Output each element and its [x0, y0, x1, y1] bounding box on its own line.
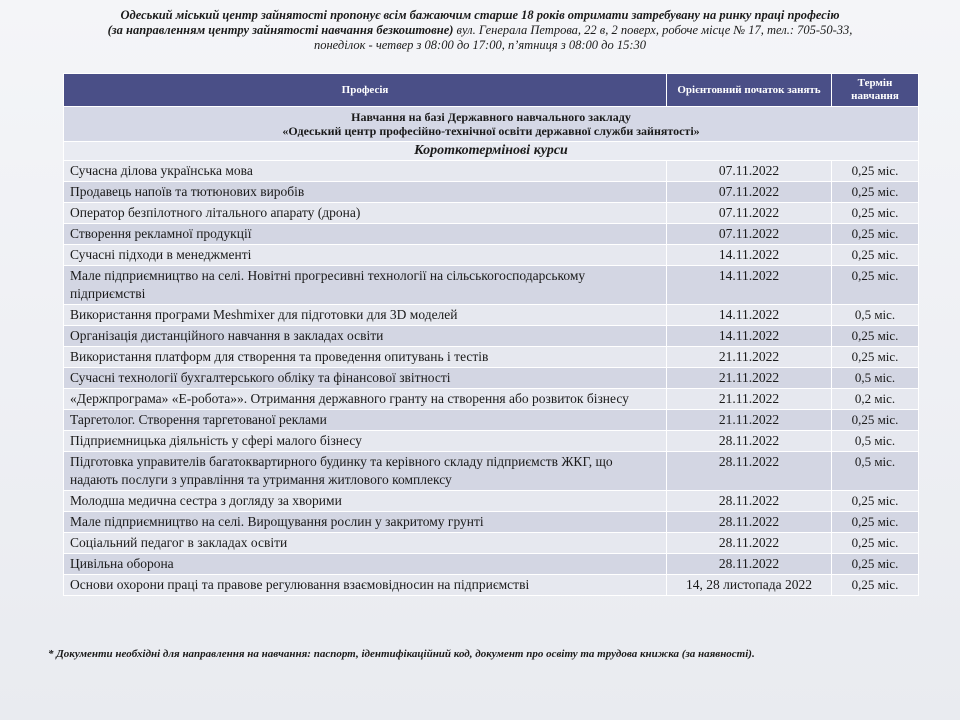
course-duration: 0,25 міс. [832, 512, 919, 533]
course-name: Мале підприємництво на селі. Новітні прогресивні технології на сільськогосподарському підприємстві [64, 266, 667, 305]
header-free-note: (за направленням центру зайнятості навчання безкоштовне) [107, 23, 454, 37]
course-duration: 0,5 міс. [832, 368, 919, 389]
course-start-date: 14.11.2022 [667, 245, 832, 266]
course-name: Організація дистанційного навчання в закладах освіти [64, 326, 667, 347]
table-row [64, 266, 919, 305]
subsection-row [64, 142, 919, 161]
table-row [64, 431, 919, 452]
course-start-date: 07.11.2022 [667, 182, 832, 203]
course-start-date: 14.11.2022 [667, 305, 832, 326]
course-start-date: 07.11.2022 [667, 224, 832, 245]
course-name: Створення рекламної продукції [64, 224, 667, 245]
course-duration: 0,25 міс. [832, 347, 919, 368]
course-name: Використання платформ для створення та проведення опитувань і тестів [64, 347, 667, 368]
course-name: Сучасні технології бухгалтерського обліку та фінансової звітності [64, 368, 667, 389]
course-start-date: 14.11.2022 [667, 266, 832, 305]
table-row [64, 368, 919, 389]
course-name: Молодша медична сестра з догляду за хворими [64, 491, 667, 512]
course-name: Основи охорони праці та правове регулювання взаємовідносин на підприємстві [64, 575, 667, 596]
course-name: Таргетолог. Створення таргетованої реклами [64, 410, 667, 431]
course-duration: 0,2 міс. [832, 389, 919, 410]
course-name: Цивільна оборона [64, 554, 667, 575]
course-rows [64, 161, 919, 596]
table-row [64, 410, 919, 431]
course-duration: 0,25 міс. [832, 533, 919, 554]
course-name: Сучасна ділова українська мова [64, 161, 667, 182]
course-start-date: 28.11.2022 [667, 512, 832, 533]
course-duration: 0,25 міс. [832, 203, 919, 224]
course-name: Оператор безпілотного літального апарату (дрона) [64, 203, 667, 224]
course-start-date: 28.11.2022 [667, 533, 832, 554]
course-name: «Держпрограма» «Е-робота»». Отримання державного гранту на створення або розвиток бізнесу [64, 389, 667, 410]
course-duration: 0,25 міс. [832, 575, 919, 596]
table-row [64, 182, 919, 203]
table-row [64, 512, 919, 533]
table-row [64, 224, 919, 245]
course-start-date: 07.11.2022 [667, 203, 832, 224]
table-row [64, 389, 919, 410]
table-row [64, 161, 919, 182]
footer-note: * Документи необхідні для направлення на навчання: паспорт, ідентифікаційний код, документ про освіту та трудова книжка (за наявності). [48, 648, 755, 660]
course-start-date: 14, 28 листопада 2022 [667, 575, 832, 596]
course-duration: 0,25 міс. [832, 326, 919, 347]
section-line-1: Навчання на базі Державного навчального закладу [351, 110, 631, 124]
course-start-date: 28.11.2022 [667, 431, 832, 452]
section-row [64, 107, 919, 142]
table-row [64, 203, 919, 224]
section-title [64, 107, 919, 142]
course-name: Продавець напоїв та тютюнових виробів [64, 182, 667, 203]
course-start-date: 28.11.2022 [667, 491, 832, 512]
course-name: Мале підприємництво на селі. Вирощування рослин у закритому грунті [64, 512, 667, 533]
course-name: Соціальний педагог в закладах освіти [64, 533, 667, 554]
table-row [64, 533, 919, 554]
header-address: вул. Генерала Петрова, 22 в, 2 поверх, робоче місце № 17, тел.: 705-50-33, [453, 23, 853, 37]
header-duration: Термін навчання [832, 74, 919, 107]
subsection-title: Короткотермінові курси [64, 142, 919, 161]
header-profession: Професія [64, 74, 667, 107]
course-start-date: 21.11.2022 [667, 389, 832, 410]
header-hours: понеділок - четвер з 08:00 до 17:00, п’ятниця з 08:00 до 15:30 [313, 38, 646, 52]
course-duration: 0,25 міс. [832, 410, 919, 431]
header-start-date: Орієнтовний початок занять [667, 74, 832, 107]
course-name: Підготовка управителів багатоквартирного будинку та керівного складу підприємств ЖКГ, що надають послуги з управління та утримання житлового комплексу [64, 452, 667, 491]
course-duration: 0,25 міс. [832, 554, 919, 575]
course-duration: 0,25 міс. [832, 266, 919, 305]
course-duration: 0,5 міс. [832, 431, 919, 452]
table-row [64, 326, 919, 347]
page-header [30, 8, 930, 53]
table-row [64, 452, 919, 491]
table-row [64, 491, 919, 512]
header-line-1: Одеський міський центр зайнятості пропонує всім бажаючим старше 18 років отримати затребувану на ринку праці професію [120, 8, 840, 22]
course-start-date: 21.11.2022 [667, 410, 832, 431]
table-row [64, 305, 919, 326]
header-line-2 [30, 23, 930, 38]
course-start-date: 21.11.2022 [667, 368, 832, 389]
course-name: Підприємницька діяльність у сфері малого бізнесу [64, 431, 667, 452]
table-row [64, 554, 919, 575]
course-duration: 0,25 міс. [832, 224, 919, 245]
courses-table [63, 73, 919, 596]
course-duration: 0,25 міс. [832, 182, 919, 203]
course-duration: 0,25 міс. [832, 491, 919, 512]
course-start-date: 14.11.2022 [667, 326, 832, 347]
course-name: Сучасні підходи в менеджменті [64, 245, 667, 266]
table-row [64, 347, 919, 368]
section-line-2: «Одеський центр професійно-технічної освіти державної служби зайнятості» [282, 124, 700, 138]
table-header-row [64, 74, 919, 107]
table-row [64, 245, 919, 266]
table-row [64, 575, 919, 596]
course-duration: 0,5 міс. [832, 452, 919, 491]
course-start-date: 28.11.2022 [667, 452, 832, 491]
course-start-date: 28.11.2022 [667, 554, 832, 575]
course-duration: 0,5 міс. [832, 305, 919, 326]
course-start-date: 07.11.2022 [667, 161, 832, 182]
course-duration: 0,25 міс. [832, 245, 919, 266]
course-name: Використання програми Meshmixer для підготовки для 3D моделей [64, 305, 667, 326]
course-start-date: 21.11.2022 [667, 347, 832, 368]
course-duration: 0,25 міс. [832, 161, 919, 182]
